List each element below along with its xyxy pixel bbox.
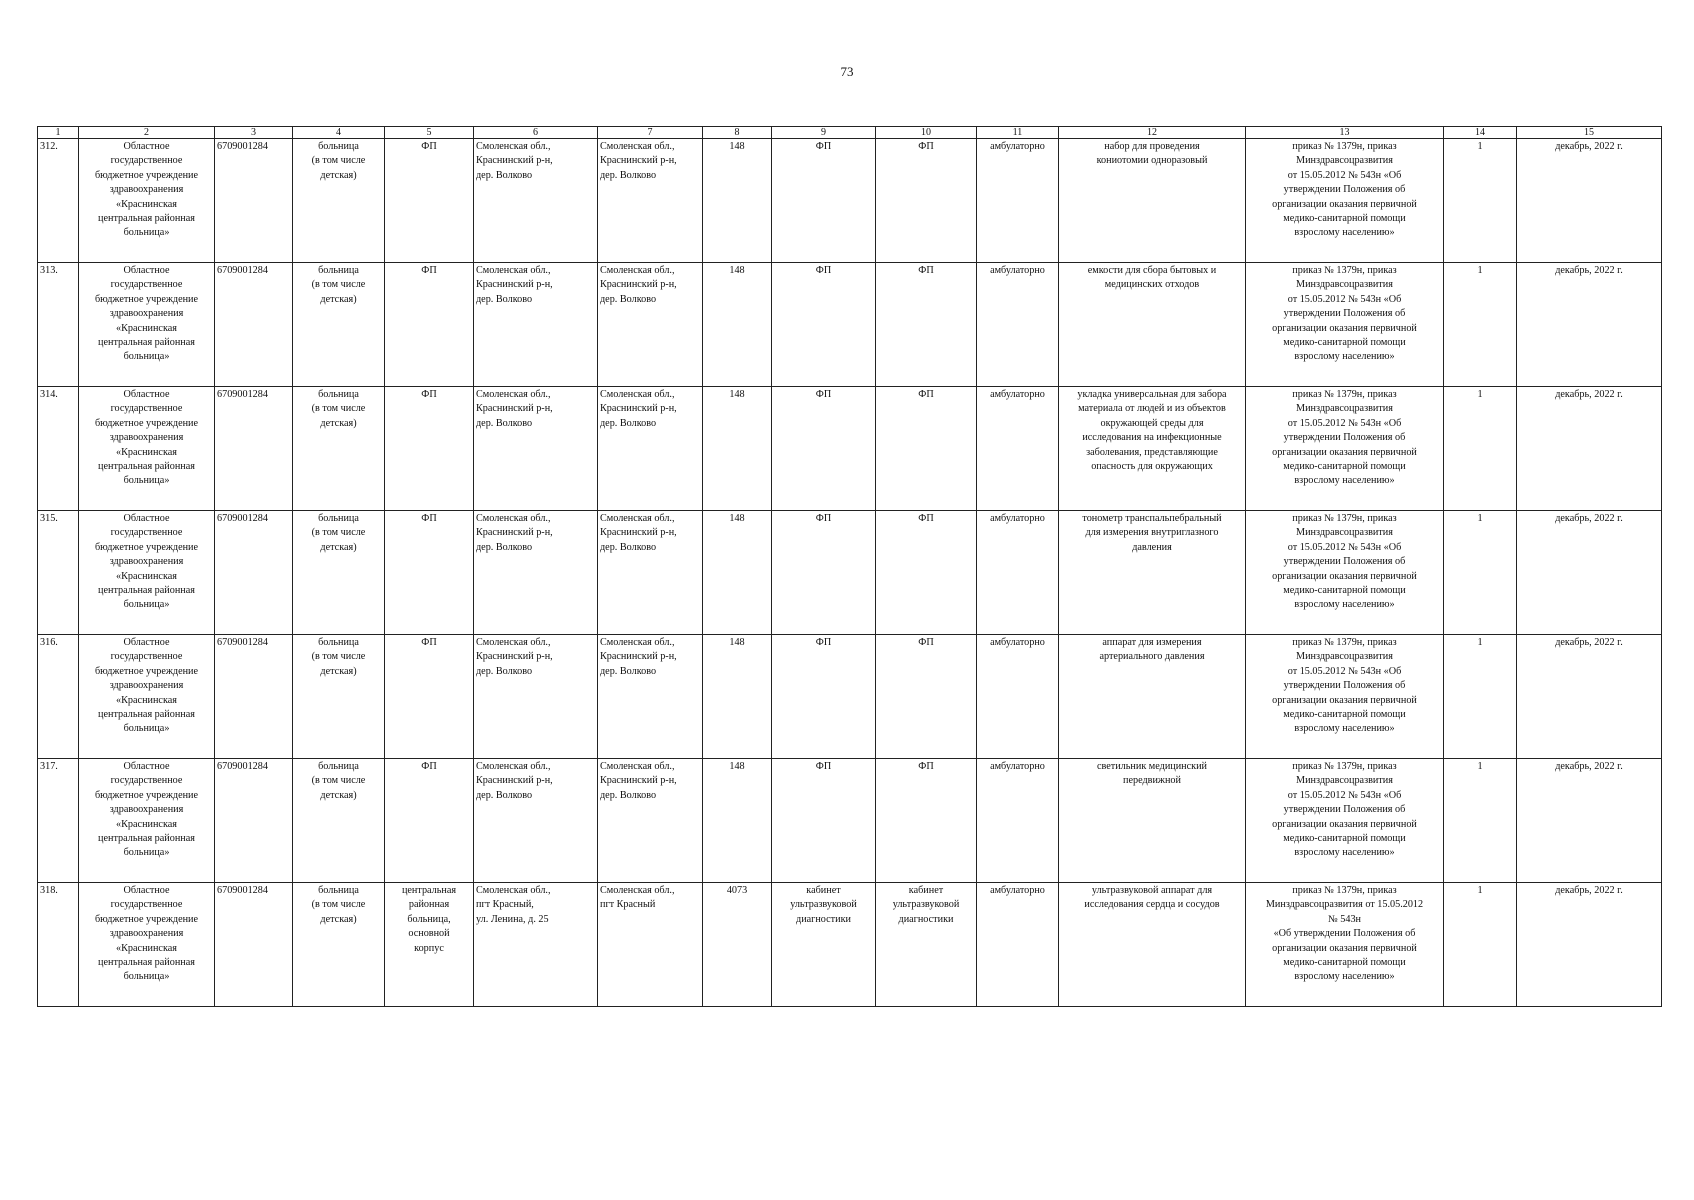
table-row (38, 511, 1662, 635)
equipment-name: укладка универсальная для забора материала от людей и из объектов окружающей среды для исследования на инфекционные заболевания, представляющие опасность для окружающих (1059, 387, 1246, 511)
equipment-name: тонометр транспальпебральный для измерения внутриглазного давления (1059, 511, 1246, 635)
inn-code: 6709001284 (215, 635, 293, 759)
column-number-header: 12 (1059, 127, 1246, 139)
inn-code: 6709001284 (215, 759, 293, 883)
unit-address: Смоленская обл., пгт Красный, ул. Ленина, д. 25 (474, 883, 598, 1007)
care-mode: амбулаторно (977, 511, 1059, 635)
care-mode: амбулаторно (977, 263, 1059, 387)
settlement-address: Смоленская обл., пгт Красный (598, 883, 703, 1007)
inn-code: 6709001284 (215, 263, 293, 387)
row-number: 318. (38, 883, 79, 1007)
care-mode: амбулаторно (977, 759, 1059, 883)
table-row (38, 635, 1662, 759)
equipment-name: ультразвуковой аппарат для исследования сердца и сосудов (1059, 883, 1246, 1007)
room-name: кабинет ультразвуковой диагностики (876, 883, 977, 1007)
structural-unit: центральная районная больница, основной корпус (385, 883, 474, 1007)
settlement-address: Смоленская обл., Краснинский р-н, дер. Волково (598, 511, 703, 635)
unit-address: Смоленская обл., Краснинский р-н, дер. Волково (474, 759, 598, 883)
department-name: ФП (772, 511, 876, 635)
organization-name: Областное государственное бюджетное учреждение здравоохранения «Краснинская центральная районная больница» (79, 635, 215, 759)
page-number: 73 (840, 64, 854, 79)
unit-code: 148 (703, 511, 772, 635)
column-number-row (38, 127, 1662, 139)
institution-type: больница (в том числе детская) (293, 387, 385, 511)
structural-unit: ФП (385, 759, 474, 883)
organization-name: Областное государственное бюджетное учреждение здравоохранения «Краснинская центральная районная больница» (79, 263, 215, 387)
unit-code: 4073 (703, 883, 772, 1007)
inn-code: 6709001284 (215, 883, 293, 1007)
column-number-header: 9 (772, 127, 876, 139)
department-name: ФП (772, 263, 876, 387)
column-number-header: 15 (1517, 127, 1662, 139)
institution-type: больница (в том числе детская) (293, 883, 385, 1007)
unit-code: 148 (703, 139, 772, 263)
legal-basis: приказ № 1379н, приказ Минздравсоцразвития от 15.05.2012 № 543н «Об утверждении Положения об организации оказания первичной медико-санитарной помощи взрослому населению» (1246, 635, 1444, 759)
column-number-header: 10 (876, 127, 977, 139)
structural-unit: ФП (385, 139, 474, 263)
care-mode: амбулаторно (977, 883, 1059, 1007)
equipment-name: аппарат для измерения артериального давления (1059, 635, 1246, 759)
delivery-date: декабрь, 2022 г. (1517, 139, 1662, 263)
column-number-header: 14 (1444, 127, 1517, 139)
inn-code: 6709001284 (215, 139, 293, 263)
department-name: ФП (772, 759, 876, 883)
row-number: 317. (38, 759, 79, 883)
room-name: ФП (876, 387, 977, 511)
column-number-header: 6 (474, 127, 598, 139)
table-row (38, 263, 1662, 387)
unit-code: 148 (703, 387, 772, 511)
row-number: 313. (38, 263, 79, 387)
row-number: 312. (38, 139, 79, 263)
row-number: 314. (38, 387, 79, 511)
column-number-header: 1 (38, 127, 79, 139)
legal-basis: приказ № 1379н, приказ Минздравсоцразвития от 15.05.2012 № 543н «Об утверждении Положения об организации оказания первичной медико-санитарной помощи взрослому населению» (1246, 883, 1444, 1007)
organization-name: Областное государственное бюджетное учреждение здравоохранения «Краснинская центральная районная больница» (79, 387, 215, 511)
delivery-date: декабрь, 2022 г. (1517, 511, 1662, 635)
quantity: 1 (1444, 883, 1517, 1007)
delivery-date: декабрь, 2022 г. (1517, 263, 1662, 387)
settlement-address: Смоленская обл., Краснинский р-н, дер. Волково (598, 759, 703, 883)
unit-address: Смоленская обл., Краснинский р-н, дер. Волково (474, 139, 598, 263)
inn-code: 6709001284 (215, 387, 293, 511)
organization-name: Областное государственное бюджетное учреждение здравоохранения «Краснинская центральная районная больница» (79, 511, 215, 635)
equipment-name: емкости для сбора бытовых и медицинских отходов (1059, 263, 1246, 387)
settlement-address: Смоленская обл., Краснинский р-н, дер. Волково (598, 263, 703, 387)
structural-unit: ФП (385, 635, 474, 759)
column-number-header: 3 (215, 127, 293, 139)
department-name: ФП (772, 139, 876, 263)
room-name: ФП (876, 139, 977, 263)
room-name: ФП (876, 263, 977, 387)
settlement-address: Смоленская обл., Краснинский р-н, дер. Волково (598, 635, 703, 759)
equipment-name: светильник медицинский передвижной (1059, 759, 1246, 883)
department-name: ФП (772, 635, 876, 759)
column-number-header: 5 (385, 127, 474, 139)
settlement-address: Смоленская обл., Краснинский р-н, дер. Волково (598, 139, 703, 263)
room-name: ФП (876, 511, 977, 635)
column-number-header: 13 (1246, 127, 1444, 139)
structural-unit: ФП (385, 511, 474, 635)
unit-address: Смоленская обл., Краснинский р-н, дер. Волково (474, 263, 598, 387)
legal-basis: приказ № 1379н, приказ Минздравсоцразвития от 15.05.2012 № 543н «Об утверждении Положения об организации оказания первичной медико-санитарной помощи взрослому населению» (1246, 387, 1444, 511)
row-number: 316. (38, 635, 79, 759)
unit-address: Смоленская обл., Краснинский р-н, дер. Волково (474, 635, 598, 759)
department-name: кабинет ультразвуковой диагностики (772, 883, 876, 1007)
settlement-address: Смоленская обл., Краснинский р-н, дер. Волково (598, 387, 703, 511)
organization-name: Областное государственное бюджетное учреждение здравоохранения «Краснинская центральная районная больница» (79, 883, 215, 1007)
room-name: ФП (876, 759, 977, 883)
table-row (38, 387, 1662, 511)
quantity: 1 (1444, 139, 1517, 263)
inn-code: 6709001284 (215, 511, 293, 635)
structural-unit: ФП (385, 263, 474, 387)
quantity: 1 (1444, 759, 1517, 883)
unit-code: 148 (703, 759, 772, 883)
unit-code: 148 (703, 263, 772, 387)
column-number-header: 11 (977, 127, 1059, 139)
department-name: ФП (772, 387, 876, 511)
organization-name: Областное государственное бюджетное учреждение здравоохранения «Краснинская центральная районная больница» (79, 139, 215, 263)
legal-basis: приказ № 1379н, приказ Минздравсоцразвития от 15.05.2012 № 543н «Об утверждении Положения об организации оказания первичной медико-санитарной помощи взрослому населению» (1246, 511, 1444, 635)
delivery-date: декабрь, 2022 г. (1517, 883, 1662, 1007)
delivery-date: декабрь, 2022 г. (1517, 635, 1662, 759)
structural-unit: ФП (385, 387, 474, 511)
table-row (38, 139, 1662, 263)
quantity: 1 (1444, 263, 1517, 387)
unit-code: 148 (703, 635, 772, 759)
row-number: 315. (38, 511, 79, 635)
institution-type: больница (в том числе детская) (293, 759, 385, 883)
unit-address: Смоленская обл., Краснинский р-н, дер. Волково (474, 511, 598, 635)
institution-type: больница (в том числе детская) (293, 139, 385, 263)
organization-name: Областное государственное бюджетное учреждение здравоохранения «Краснинская центральная районная больница» (79, 759, 215, 883)
column-number-header: 2 (79, 127, 215, 139)
equipment-register-table (37, 126, 1662, 1007)
delivery-date: декабрь, 2022 г. (1517, 759, 1662, 883)
quantity: 1 (1444, 387, 1517, 511)
column-number-header: 8 (703, 127, 772, 139)
institution-type: больница (в том числе детская) (293, 635, 385, 759)
delivery-date: декабрь, 2022 г. (1517, 387, 1662, 511)
care-mode: амбулаторно (977, 635, 1059, 759)
legal-basis: приказ № 1379н, приказ Минздравсоцразвития от 15.05.2012 № 543н «Об утверждении Положения об организации оказания первичной медико-санитарной помощи взрослому населению» (1246, 263, 1444, 387)
room-name: ФП (876, 635, 977, 759)
equipment-name: набор для проведения кониотомии одноразовый (1059, 139, 1246, 263)
table-row (38, 883, 1662, 1007)
legal-basis: приказ № 1379н, приказ Минздравсоцразвития от 15.05.2012 № 543н «Об утверждении Положения об организации оказания первичной медико-санитарной помощи взрослому населению» (1246, 139, 1444, 263)
column-number-header: 4 (293, 127, 385, 139)
quantity: 1 (1444, 635, 1517, 759)
institution-type: больница (в том числе детская) (293, 263, 385, 387)
legal-basis: приказ № 1379н, приказ Минздравсоцразвития от 15.05.2012 № 543н «Об утверждении Положения об организации оказания первичной медико-санитарной помощи взрослому населению» (1246, 759, 1444, 883)
unit-address: Смоленская обл., Краснинский р-н, дер. Волково (474, 387, 598, 511)
quantity: 1 (1444, 511, 1517, 635)
column-number-header: 7 (598, 127, 703, 139)
table-row (38, 759, 1662, 883)
care-mode: амбулаторно (977, 387, 1059, 511)
care-mode: амбулаторно (977, 139, 1059, 263)
institution-type: больница (в том числе детская) (293, 511, 385, 635)
